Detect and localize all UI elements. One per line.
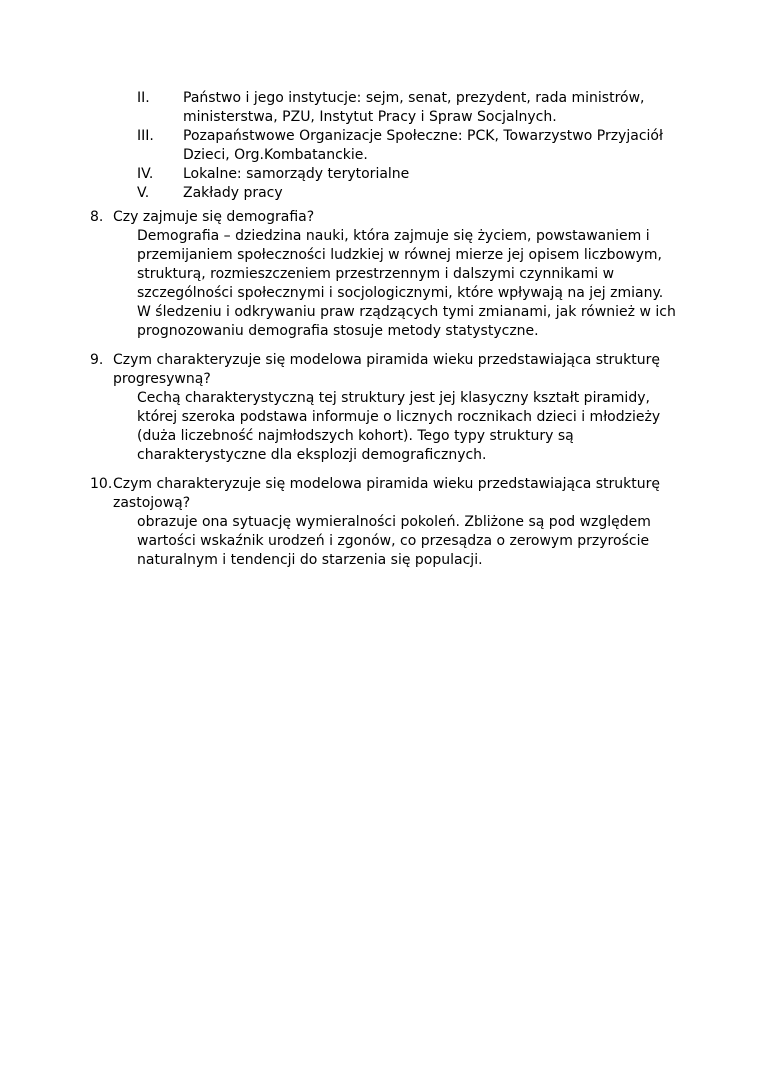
question-text: Czy zajmuje się demografia? [113,209,315,225]
question-number: 10. [90,476,113,492]
question-line [90,351,690,389]
list-item-text: Zakłady pracy [183,185,283,201]
list-item-text: Pozapaństwowe Organizacje Społeczne: PCK, Towarzystwo Przyjaciół Dzieci, Org.Kombatanckie. [183,128,663,163]
question-number: 9. [90,352,104,368]
roman-numeral: III. [137,128,154,144]
question-line [90,475,690,513]
question-number: 8. [90,209,104,225]
question-text: Czym charakteryzuje się modelowa piramida wieku przedstawiająca strukturę progresywną? [113,352,661,387]
question-10 [90,475,690,570]
list-item [137,89,697,127]
roman-numeral: V. [137,185,150,201]
answer-text: Cechą charakterystyczną tej struktury jest jej klasyczny kształt piramidy, której szeroka podstawa informuje o licznych rocznikach dzieci i młodzieży (duża liczebność najmłodszych kohort). Tego typy struktury są charakterystyczne dla eksplozji demograficznych. [137,390,661,463]
list-item [137,184,697,203]
roman-list [137,89,697,203]
list-item-text: Lokalne: samorządy terytorialne [183,166,410,182]
list-item [137,165,697,184]
roman-numeral: II. [137,90,150,106]
list-item-text: Państwo i jego instytucje: sejm, senat, prezydent, rada ministrów, ministerstwa, PZU, Instytut Pracy i Spraw Socjalnych. [183,90,645,125]
list-item [137,127,697,165]
question-9 [90,351,690,465]
answer-text: obrazuje ona sytuację wymieralności pokoleń. Zbliżone są pod względem wartości wskaźnik urodzeń i zgonów, co przesądza o zerowym przyroście naturalnym i tendencji do starzenia się populacji. [137,514,651,568]
roman-numeral: IV. [137,166,154,182]
question-line [90,208,690,227]
question-text: Czym charakteryzuje się modelowa piramida wieku przedstawiająca strukturę zastojową? [113,476,661,511]
answer-text: Demografia – dziedzina nauki, która zajmuje się życiem, powstawaniem i przemijaniem społeczności ludzkiej w równej mierze jej opisem liczbowym, strukturą, rozmieszczeniem przestrzennym i dalszymi czynnikami w szczególności społecznymi i socjologicznymi, które wpływają na jej zmiany. W śledzeniu i odkrywaniu praw rządzących tymi zmianami, jak również w ich prognozowaniu demografia stosuje metody statystyczne. [137,228,676,339]
question-8 [90,208,690,341]
